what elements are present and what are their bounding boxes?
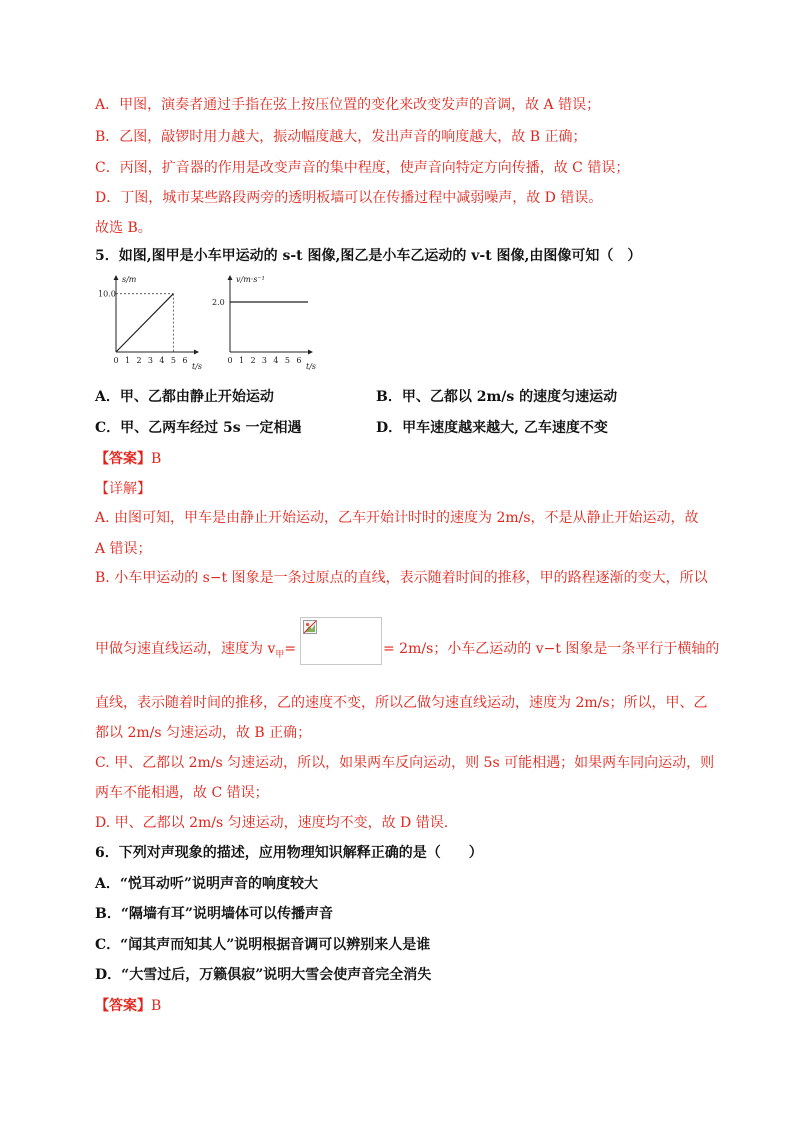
broken-image-icon [303, 620, 317, 634]
x-tick-label: 5 [170, 356, 176, 365]
q5-option-d: D．甲车速度越来越大, 乙车速度不变 [376, 420, 608, 436]
q5-option-a: A．甲、乙都由静止开始运动 [95, 389, 274, 405]
x-tick-label: 3 [147, 356, 154, 365]
q5-detail-c1: C. 甲、乙都以 2m/s 匀速运动，所以，如果两车反向运动，则 5s 可能相遇；如果两车同向运动，则 [95, 755, 715, 771]
q5-detail-b3: 直线，表示随着时间的推移，乙的速度不变，所以乙做匀速直线运动，速度为 2m/s；所以，甲、乙 [95, 695, 708, 711]
q5-detail-b4: 都以 2m/s 匀速运动，故 B 正确； [95, 725, 312, 741]
equals-sign: = [284, 641, 297, 657]
x-tick-label: 3 [261, 356, 268, 365]
q6-stem: 6．下列对声现象的描述，应用物理知识解释正确的是（ ） [95, 845, 483, 861]
x-tick-label: 1 [238, 356, 245, 365]
series-line [116, 294, 173, 352]
q5-option-b: B．甲、乙都以 2m/s 的速度匀速运动 [376, 389, 618, 405]
q5-detail-a1: A. 由图可知，甲车是由静止开始运动，乙车开始计时时的速度为 2m/s，不是从静止开始运动，故 [95, 510, 699, 526]
formula-image-placeholder [300, 617, 382, 665]
q5-detail-d1: D. 甲、乙都以 2m/s 匀速运动，速度均不变，故 D 错误. [95, 815, 449, 831]
x-axis-arrow [308, 350, 313, 355]
x-tick-label: 4 [273, 356, 279, 365]
q5-answer-line [95, 449, 161, 469]
q6-option-d: D．“大雪过后，万籁俱寂”说明大雪会使声音完全消失 [95, 967, 432, 983]
q5-detail-b2-right: = 2m/s；小车乙运动的 v−t 图象是一条平行于横轴的 [383, 641, 720, 657]
y-axis-arrow [114, 275, 119, 280]
y-axis-label: v/m·s⁻¹ [236, 275, 265, 284]
q6-option-a: A．“悦耳动听”说明声音的响度较大 [95, 876, 318, 892]
x-tick-label: 6 [296, 356, 302, 365]
q6-answer-value: B [151, 998, 162, 1014]
q4-explanation-d: D．丁图，城市某些路段两旁的透明板墙可以在传播过程中减弱噪声，故 D 错误。 [95, 190, 603, 206]
y-tick-label: 2.0 [212, 298, 225, 307]
q4-conclusion: 故选 B。 [95, 220, 152, 236]
q4-explanation-c: C．丙图，扩音器的作用是改变声音的集中程度，使声音向特定方向传播，故 C 错误； [95, 160, 630, 176]
q5-detail-a2: A 错误； [95, 541, 152, 557]
q5-graph-st [98, 272, 203, 372]
q4-explanation-a: A．甲图，演奏者通过手指在弦上按压位置的变化来改变发声的音调，故 A 错误； [95, 97, 601, 113]
y-tick-label: 10.0 [98, 289, 116, 299]
x-axis-arrow [194, 350, 199, 355]
q5-detail-label: 【详解】 [95, 481, 151, 497]
x-axis-label: t/s [192, 362, 203, 371]
y-axis-label: s/m [122, 275, 137, 284]
q5-answer-label: 【答案】 [95, 451, 151, 467]
x-tick-label: 4 [159, 356, 165, 365]
y-axis-arrow [228, 275, 233, 280]
q6-answer-label: 【答案】 [95, 998, 151, 1014]
x-tick-label: 0 [227, 356, 233, 365]
q5-stem: 5．如图,图甲是小车甲运动的 s-t 图像,图乙是小车乙运动的 v-t 图像,由图像可知（ ） [95, 248, 642, 264]
q6-option-b: B．“隔墙有耳”说明墙体可以传播声音 [95, 906, 333, 922]
q6-option-c: C．“闻其声而知其人”说明根据音调可以辨别来人是谁 [95, 937, 431, 953]
x-tick-label: 1 [124, 356, 131, 365]
x-tick-label: 6 [182, 356, 188, 365]
q5-detail-c2: 两车不能相遇，故 C 错误； [95, 785, 269, 801]
q5-detail-b2-left [95, 639, 296, 665]
x-tick-label: 2 [250, 356, 256, 365]
q4-explanation-b: B．乙图，敲锣时用力越大，振动幅度越大，发出声音的响度越大，故 B 正确； [95, 129, 587, 145]
q5-answer-value: B [151, 451, 162, 467]
q5-graph-vt [212, 272, 317, 372]
x-tick-label: 5 [284, 356, 290, 365]
q6-answer-line [95, 996, 161, 1016]
velocity-subscript: 甲 [275, 649, 285, 660]
x-tick-label: 2 [136, 356, 142, 365]
x-axis-label: t/s [306, 362, 317, 371]
q5-option-c: C．甲、乙两车经过 5s 一定相遇 [95, 420, 302, 436]
q5-detail-b1: B. 小车甲运动的 s−t 图象是一条过原点的直线，表示随着时间的推移，甲的路程逐渐的变大，所以 [95, 570, 708, 586]
x-tick-label: 0 [113, 356, 119, 365]
velocity-text: 甲做匀速直线运动，速度为 v [95, 641, 276, 657]
